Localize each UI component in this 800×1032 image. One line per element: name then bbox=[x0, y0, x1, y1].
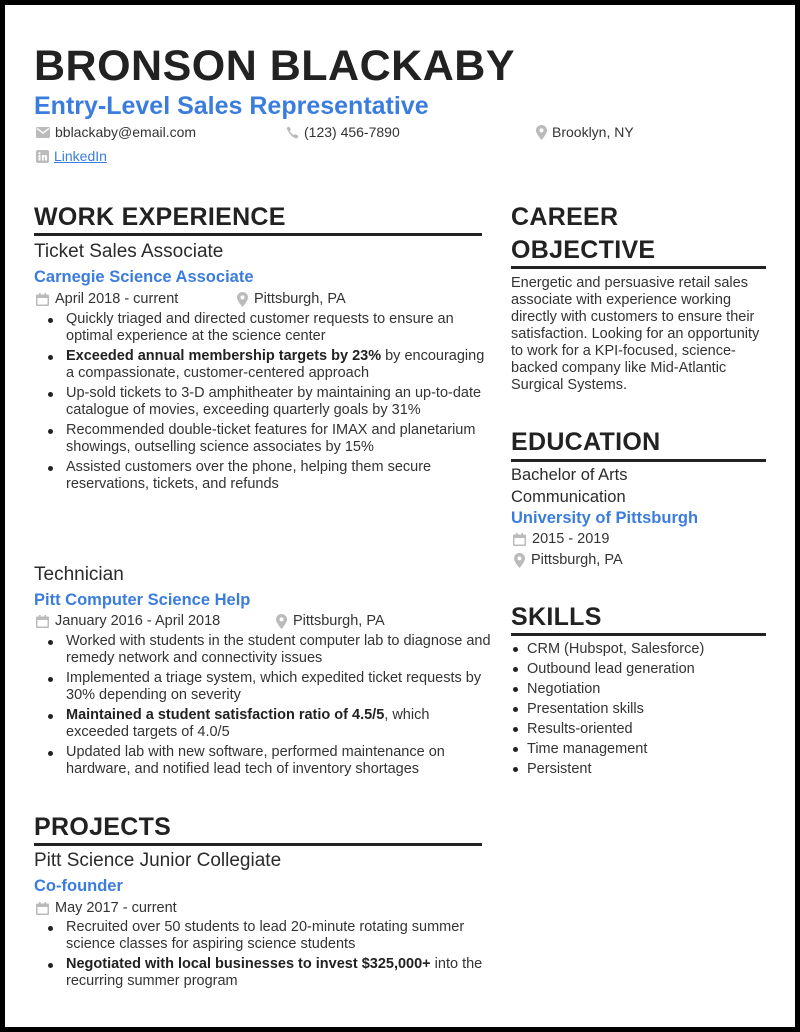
calendar-icon bbox=[36, 902, 49, 915]
company-name: Carnegie Science Associate bbox=[34, 268, 254, 286]
project-title: Pitt Science Junior Collegiate bbox=[34, 850, 282, 871]
field-of-study: Communication bbox=[511, 488, 626, 506]
job-title: Ticket Sales Associate bbox=[34, 241, 224, 262]
map-pin-icon bbox=[536, 125, 547, 140]
candidate-title: Entry-Level Sales Representative bbox=[34, 92, 429, 120]
company-name: Pitt Computer Science Help bbox=[34, 591, 251, 609]
skill-item: CRM (Hubspot, Salesforce) bbox=[511, 639, 767, 659]
project-dates bbox=[36, 899, 177, 917]
list-item: Maintained a student satisfaction ratio of 4.5/5, which exceeded targets of 4.0/5 bbox=[34, 707, 494, 741]
phone-icon bbox=[286, 126, 299, 139]
project-dates-text: May 2017 - current bbox=[55, 900, 177, 916]
school-name: University of Pittsburgh bbox=[511, 509, 699, 527]
skill-item: Time management bbox=[511, 739, 767, 759]
skill-item: Outbound lead generation bbox=[511, 659, 767, 679]
calendar-icon bbox=[513, 533, 526, 546]
skills-heading: SKILLS bbox=[511, 603, 602, 631]
list-item: Worked with students in the student computer lab to diagnose and remedy network and connectivity issues bbox=[34, 633, 494, 667]
list-item: Implemented a triage system, which expedited ticket requests by 30% depending on severity bbox=[34, 670, 494, 704]
career-objective-rule bbox=[511, 266, 766, 269]
degree: Bachelor of Arts bbox=[511, 466, 628, 484]
map-pin-icon bbox=[237, 292, 248, 307]
list-item: Recommended double-ticket features for IMAX and planetarium showings, outselling science associates by 15% bbox=[34, 422, 494, 456]
job-location bbox=[276, 612, 385, 630]
phone-text: (123) 456-7890 bbox=[304, 124, 400, 140]
career-objective-text: Energetic and persuasive retail sales associate with experience working directly with customers to ensure their satisfaction. Looking for an opportunity to work for a KPI-focused, science-backed company like Mid-Atlantic Surgical Systems. bbox=[511, 275, 760, 393]
job-title: Technician bbox=[34, 564, 124, 585]
list-item: Up-sold tickets to 3-D amphitheater by maintaining an up-to-date catalogue of movies, exceeding quarterly goals by 31% bbox=[34, 385, 494, 419]
projects-rule bbox=[34, 843, 482, 846]
job-bullets bbox=[34, 311, 494, 496]
list-item: Updated lab with new software, performed maintenance on hardware, and notified lead tech of inventory shortages bbox=[34, 744, 494, 778]
education-dates-text: 2015 - 2019 bbox=[532, 531, 610, 547]
email-contact bbox=[36, 123, 196, 141]
job-location bbox=[237, 290, 346, 308]
email-text: bblackaby@email.com bbox=[55, 124, 197, 140]
phone-contact bbox=[286, 123, 400, 141]
job-location-text: Pittsburgh, PA bbox=[254, 291, 346, 307]
candidate-name: BRONSON BLACKABY bbox=[34, 42, 515, 90]
map-pin-icon bbox=[276, 614, 287, 629]
education-location-text: Pittsburgh, PA bbox=[531, 552, 623, 568]
map-pin-icon bbox=[514, 553, 525, 568]
skills-rule bbox=[511, 633, 766, 636]
project-role: Co-founder bbox=[34, 877, 123, 895]
skill-item: Presentation skills bbox=[511, 699, 767, 719]
career-objective-heading bbox=[511, 201, 655, 267]
career-objective-heading-line2: OBJECTIVE bbox=[511, 236, 656, 264]
job-location-text: Pittsburgh, PA bbox=[293, 613, 385, 629]
job-dates bbox=[36, 612, 220, 630]
list-item: Exceeded annual membership targets by 23% by encouraging a compassionate, customer-centered approach bbox=[34, 348, 494, 382]
skill-item: Results-oriented bbox=[511, 719, 767, 739]
calendar-icon bbox=[36, 615, 49, 628]
linkedin-contact bbox=[36, 147, 107, 165]
job-dates-text: January 2016 - April 2018 bbox=[55, 613, 221, 629]
envelope-icon bbox=[36, 127, 50, 138]
list-item: Negotiated with local businesses to invest $325,000+ into the recurring summer program bbox=[34, 956, 494, 990]
linkedin-icon bbox=[36, 150, 49, 163]
education-rule bbox=[511, 459, 766, 462]
skill-item: Persistent bbox=[511, 759, 767, 779]
work-experience-heading: WORK EXPERIENCE bbox=[34, 203, 286, 231]
education-heading: EDUCATION bbox=[511, 428, 661, 456]
location-text: Brooklyn, NY bbox=[552, 124, 634, 140]
education-dates bbox=[513, 530, 609, 548]
project-bullets bbox=[34, 919, 494, 993]
skills-list bbox=[511, 639, 767, 779]
calendar-icon bbox=[36, 293, 49, 306]
projects-heading: PROJECTS bbox=[34, 813, 172, 841]
list-item: Quickly triaged and directed customer requests to ensure an optimal experience at the science center bbox=[34, 311, 494, 345]
linkedin-link[interactable]: LinkedIn bbox=[54, 148, 107, 164]
location-contact bbox=[536, 123, 634, 141]
work-experience-rule bbox=[34, 233, 482, 236]
job-dates bbox=[36, 290, 178, 308]
job-bullets bbox=[34, 633, 494, 781]
list-item: Recruited over 50 students to lead 20-minute rotating summer science classes for aspiring science students bbox=[34, 919, 494, 953]
resume-page bbox=[5, 5, 795, 1027]
list-item: Assisted customers over the phone, helping them secure reservations, tickets, and refunds bbox=[34, 459, 494, 493]
skill-item: Negotiation bbox=[511, 679, 767, 699]
career-objective-heading-line1: CAREER bbox=[511, 203, 619, 231]
education-location bbox=[514, 551, 623, 569]
job-dates-text: April 2018 - current bbox=[55, 291, 179, 307]
